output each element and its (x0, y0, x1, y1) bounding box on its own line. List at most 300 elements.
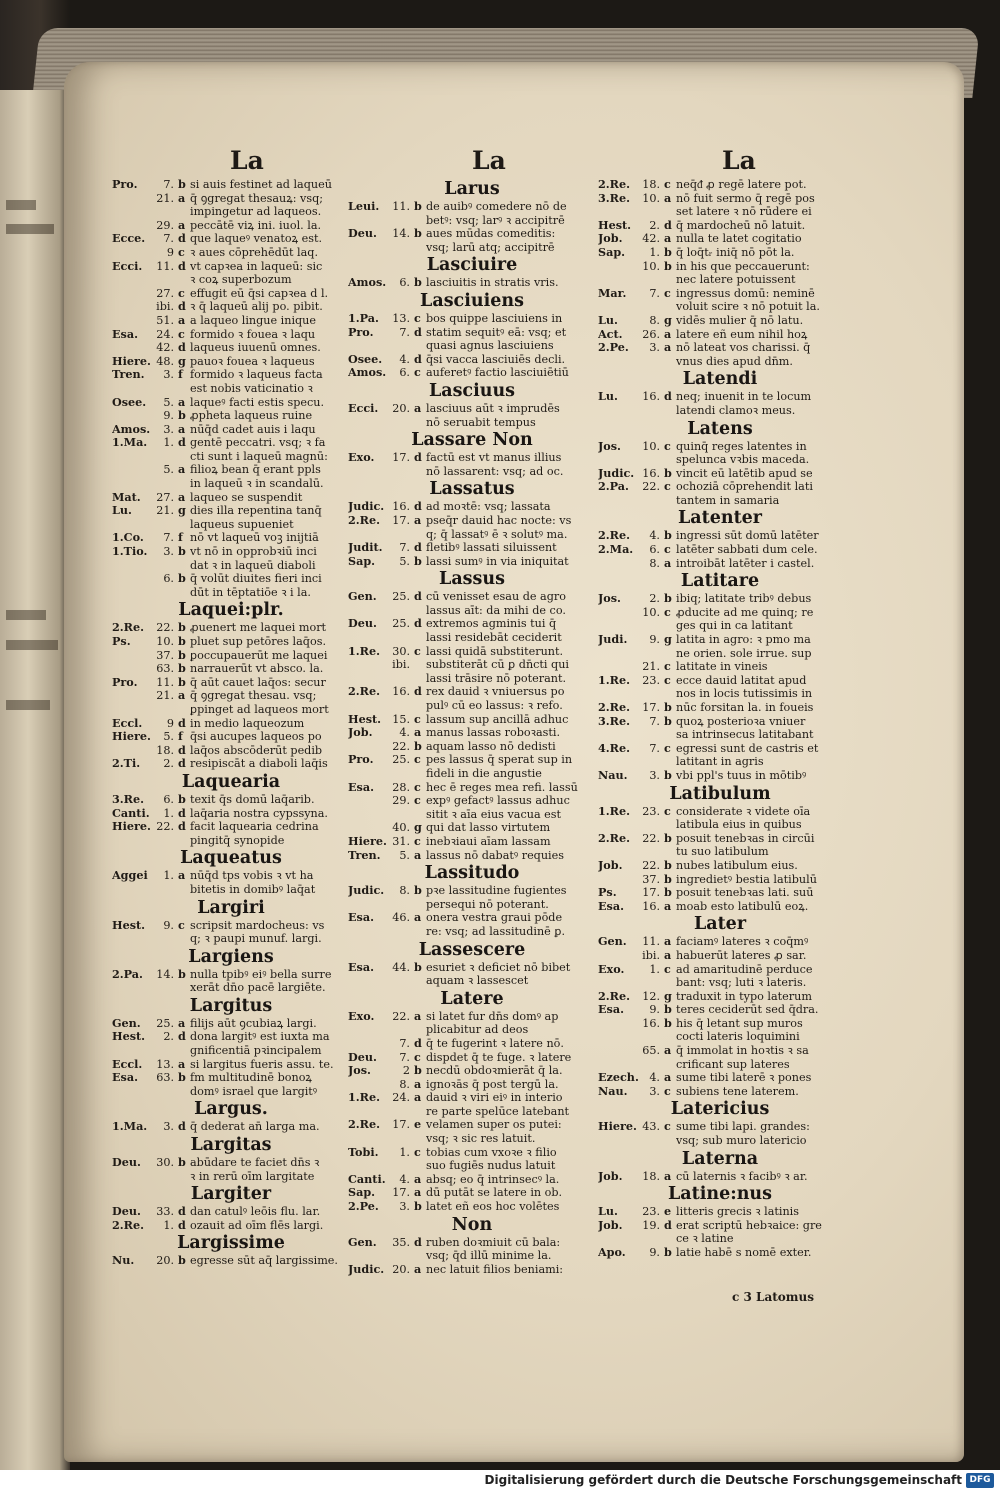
book-reference: Mar. (598, 286, 627, 300)
concordance-entry (348, 1037, 596, 1051)
verse-letter: d (178, 341, 186, 355)
book-reference (112, 981, 154, 995)
verse-letter: d (178, 743, 186, 757)
entry-text: latendi clamoꝛ meus. (676, 403, 796, 417)
chapter-number: 10. (642, 191, 660, 205)
verse-letter: a (664, 232, 672, 246)
chapter-number: 4. (399, 726, 410, 740)
verse-letter: b (664, 831, 672, 845)
verse-letter: b (178, 675, 186, 689)
chapter-number: 7. (649, 741, 660, 755)
entry-text: sume tibi laterē ꝛ pones (676, 1071, 812, 1085)
book-reference: Tren. (112, 368, 145, 382)
headword: Latine:nus (668, 1184, 772, 1205)
verse-letter: c (664, 543, 671, 557)
verse-letter (664, 494, 676, 508)
entry-text: quinq̄ reges latentes in (676, 439, 807, 453)
chapter-number: 9. (163, 918, 174, 932)
headword: Largiri (197, 897, 265, 918)
book-reference: Leui. (348, 200, 380, 213)
concordance-entry (348, 713, 596, 727)
entry-text: sa intrinsecus latitabant (676, 728, 814, 742)
chapter-number: 35. (392, 1235, 410, 1249)
concordance-entry (112, 834, 350, 848)
chapter-number: 9. (649, 1003, 660, 1017)
chapter-number: 14. (392, 227, 410, 241)
book-reference (112, 477, 154, 491)
verse-letter (414, 1159, 426, 1173)
chapter-number: 51. (156, 313, 174, 327)
verse-letter: c (178, 245, 185, 259)
headword: Laqueatus (180, 848, 282, 869)
book-reference: Judi. (598, 633, 628, 647)
entry-text: persequi nō poterant. (426, 897, 549, 911)
concordance-entry (112, 559, 350, 573)
concordance-entry (112, 246, 350, 260)
entry-text: effugit eū q̄si capꝛea d l. (190, 286, 329, 300)
book-reference (348, 898, 390, 912)
chapter-number: 25. (392, 590, 410, 604)
concordance-entry (112, 423, 350, 437)
chapter-number: 6. (163, 792, 174, 806)
verse-letter: c (664, 660, 671, 674)
entry-text: dies illa repentina tanq̄ (190, 504, 322, 518)
chapter-number: 18. (642, 178, 660, 191)
concordance-entry (598, 390, 842, 404)
verse-letter: d (178, 757, 186, 771)
chapter-number: 1. (649, 962, 660, 976)
concordance-entry (598, 453, 842, 467)
verse-letter: g (664, 313, 672, 327)
chapter-number: 48. (156, 354, 174, 368)
verse-letter: c (414, 1050, 421, 1064)
book-reference (598, 1017, 640, 1031)
verse-letter: a (414, 1172, 422, 1186)
concordance-entry (598, 728, 842, 742)
entry-text: latie habē s nomē exter. (676, 1246, 812, 1259)
concordance-entry (598, 1085, 842, 1099)
concordance-entry (112, 586, 350, 600)
concordance-entry (348, 541, 596, 555)
verse-letter: b (414, 200, 422, 213)
concordance-entry (348, 753, 596, 767)
entry-text: subiens tene laterem. (676, 1084, 799, 1098)
concordance-entry (348, 1249, 596, 1263)
book-reference (348, 465, 390, 479)
concordance-entry (598, 900, 842, 914)
book-reference (348, 604, 390, 618)
concordance-entry (348, 1132, 596, 1146)
chapter-number (640, 273, 664, 287)
concordance-entry (598, 300, 842, 314)
book-reference (348, 1132, 390, 1146)
book-reference: 2.Re. (348, 513, 380, 527)
verse-letter: a (414, 1091, 422, 1105)
entry-text: dona largitꝰ est iuxta ma (190, 1030, 330, 1044)
book-reference: Deu. (112, 1205, 141, 1219)
book-reference (348, 214, 390, 228)
book-reference: Judic. (348, 884, 385, 898)
concordance-entry (348, 1146, 596, 1160)
concordance-entry (348, 366, 596, 380)
verse-letter: c (664, 962, 671, 976)
entry-text: domꝰ israel que largitꝰ (190, 1084, 318, 1098)
concordance-entry (112, 300, 350, 314)
chapter-number: 23. (642, 673, 660, 687)
book-reference (112, 1044, 154, 1058)
chapter-number: 1. (163, 869, 174, 883)
book-reference: 2.Re. (112, 1218, 144, 1232)
concordance-entry (112, 504, 350, 518)
book-reference: Gen. (112, 1016, 141, 1030)
verse-letter: a (414, 513, 422, 527)
verse-letter (178, 382, 190, 396)
chapter-number: 29. (156, 218, 174, 232)
chapter-number (390, 214, 414, 228)
chapter-number: 3. (399, 1200, 410, 1214)
book-reference: 2.Ti. (112, 757, 141, 771)
verse-letter (414, 528, 426, 542)
book-reference (348, 1023, 390, 1037)
entry-text: posuit tenebꝛas in circūi (676, 831, 815, 845)
entry-text: latet eñ eos hoc volētes (426, 1200, 560, 1214)
entry-text: ꝑoccupauerūt me laquei (190, 648, 328, 662)
book-reference (598, 273, 640, 287)
concordance-entry (348, 658, 596, 672)
concordance-entry (112, 703, 350, 717)
headword: Largissime (177, 1233, 285, 1254)
verse-letter: b (178, 1254, 186, 1268)
entry-text: esuriet ꝛ deficiet nō bibet (426, 960, 571, 974)
headword: Latericius (670, 1099, 770, 1120)
book-reference: Tobi. (348, 1145, 379, 1159)
verse-letter: d (414, 617, 422, 631)
book-reference (598, 976, 640, 990)
book-reference (348, 658, 390, 672)
entry-text: nō lateat vos charissi. q̄ (676, 341, 811, 355)
chapter-number: 7. (399, 541, 410, 555)
concordance-entry (598, 494, 842, 508)
book-reference: Deu. (348, 617, 377, 631)
concordance-entry (348, 898, 596, 912)
chapter-number: 3. (163, 1120, 174, 1134)
entry-text: q; q̄ lassatꝰ ē ꝛ solutꝰ ma. (426, 527, 568, 541)
chapter-number: 7. (649, 286, 660, 300)
concordance-entry (348, 1051, 596, 1065)
concordance-column-1 (112, 178, 350, 1268)
concordance-entry (112, 649, 350, 663)
entry-text: nulla tpibꝰ eiꝰ bella surre (190, 967, 332, 981)
entry-text: nō lassarent: vsq; ad oc. (426, 464, 564, 478)
concordance-entry (112, 932, 350, 946)
headword: Latenter (677, 508, 763, 529)
book-reference: Nu. (112, 1254, 135, 1268)
entry-text: ad moꝛtē: vsq; lassata (426, 500, 551, 514)
book-reference: Jos. (598, 439, 621, 453)
concordance-entry (348, 821, 596, 835)
verse-letter: c (414, 780, 421, 794)
verse-letter: a (664, 191, 672, 205)
verse-letter: b (414, 739, 422, 753)
chapter-number (154, 932, 178, 946)
verse-letter (414, 241, 426, 255)
chapter-number: 63. (156, 662, 174, 676)
book-reference (112, 744, 154, 758)
chapter-number: 11. (156, 675, 174, 689)
headword: Lassare Non (411, 430, 533, 451)
entry-text: ges qui in ca latitant (676, 619, 793, 633)
book-reference: Pro. (348, 753, 374, 767)
verse-letter: b (414, 1200, 422, 1214)
chapter-number (640, 404, 664, 418)
chapter-number: 3. (649, 1084, 660, 1098)
chapter-number: 28. (392, 780, 410, 794)
chapter-number: 25. (392, 617, 410, 631)
concordance-entry (598, 769, 842, 783)
chapter-number: 4. (399, 352, 410, 366)
entry-text: pingitq̄ synopide (190, 833, 285, 847)
entry-text: laqueꝰ facti estis specu. (190, 395, 325, 409)
concordance-entry (598, 467, 842, 481)
book-reference (112, 1170, 154, 1184)
concordance-entry (112, 757, 350, 771)
concordance-entry (598, 1071, 842, 1085)
entry-text: introibāt latēter i castel. (676, 556, 815, 570)
verse-letter (414, 214, 426, 228)
concordance-entry (598, 205, 842, 219)
chapter-number: 10. (156, 635, 174, 648)
concordance-entry (348, 835, 596, 849)
verse-letter: a (178, 689, 186, 703)
entry-text: latita in agro: ꝛ pmo ma (676, 633, 811, 647)
book-reference: 3.Re. (112, 792, 144, 806)
book-reference (598, 647, 640, 661)
headword: Later (693, 914, 747, 935)
entry-text: dauid ꝛ viri eiꝰ in interio (426, 1091, 563, 1105)
entry-text: lassum sup ancillā adhuc (426, 712, 569, 726)
book-reference: Amos. (348, 276, 387, 290)
book-reference: Amos. (348, 366, 387, 380)
entry-text: pꝛe lassitudine fugientes (426, 884, 567, 898)
chapter-number: 7. (649, 714, 660, 728)
chapter-number (154, 273, 178, 287)
chapter-number: 14. (156, 967, 174, 981)
entry-text: pauoꝛ fouea ꝛ laqueus (190, 354, 315, 368)
chapter-number: 17. (642, 701, 660, 714)
book-reference (598, 453, 640, 467)
verse-letter: b (178, 178, 186, 191)
headword: Largitas (190, 1135, 272, 1156)
chapter-number (390, 808, 414, 822)
verse-letter (178, 932, 190, 946)
verse-letter: b (414, 554, 422, 568)
book-reference (348, 794, 390, 808)
headword: Latens (687, 418, 753, 439)
book-reference: 1.Pa. (348, 311, 379, 325)
entry-text: ꝓducite ad me quinq; re (676, 605, 814, 619)
chapter-number: 8. (649, 556, 660, 570)
entry-text: nubes latibulum eius. (676, 858, 798, 872)
book-reference: 1.Re. (598, 804, 630, 818)
chapter-number: 7. (163, 531, 174, 545)
book-reference: Lu. (598, 1205, 618, 1219)
concordance-entry (598, 1017, 842, 1031)
chapter-number: 7. (163, 232, 174, 246)
entry-text: suo fugiēs nudus latuit (426, 1159, 556, 1173)
concordance-entry (348, 1159, 596, 1173)
entry-text: ecce dauid latitat apud (676, 673, 807, 687)
verse-letter (414, 767, 426, 781)
entry-text: laqueus supueniet (190, 517, 294, 531)
chapter-number (640, 1232, 664, 1246)
concordance-entry (112, 396, 350, 410)
entry-text: vsq; sub muro latericio (676, 1134, 807, 1148)
verse-letter (664, 1134, 676, 1148)
chapter-number: 27. (156, 490, 174, 504)
book-reference: Job. (348, 726, 373, 740)
entry-text: pseq̄r dauid hac nocte: vs (426, 513, 572, 527)
book-reference: 4.Re. (598, 741, 630, 755)
concordance-entry (112, 545, 350, 559)
running-head-left: La (230, 146, 264, 175)
chapter-number (154, 703, 178, 717)
entry-text: latere eñ eum nihil hoꝝ (676, 327, 808, 341)
book-reference (112, 883, 154, 897)
concordance-entry (598, 873, 842, 887)
verse-letter (414, 925, 426, 939)
book-reference (598, 1134, 640, 1148)
chapter-number (390, 1023, 414, 1037)
verse-letter (664, 453, 676, 467)
concordance-entry (348, 590, 596, 604)
book-reference: Hest. (598, 218, 632, 232)
concordance-entry (112, 477, 350, 491)
chapter-number: 1. (163, 436, 174, 450)
verse-letter: a (414, 1262, 422, 1276)
verse-letter: a (178, 313, 186, 327)
concordance-entry (598, 480, 842, 494)
concordance-entry (348, 961, 596, 975)
verse-letter: g (178, 504, 186, 518)
concordance-entry (112, 219, 350, 233)
concordance-entry (348, 227, 596, 241)
entry-text: pes lassus q̄ sperat sup in (426, 753, 573, 767)
concordance-entry (348, 276, 596, 290)
entry-text: betꝰ: vsq; larꝰ ꝛ accipitrē (426, 213, 565, 227)
concordance-entry (348, 528, 596, 542)
entry-text: scripsit mardocheus: vs (190, 918, 325, 932)
book-reference: Judic. (598, 466, 635, 480)
concordance-entry (598, 818, 842, 832)
entry-text: vnus dies apud dn̄m. (676, 354, 793, 368)
entry-text: nō seruabit tempus (426, 415, 536, 429)
book-reference (112, 834, 154, 848)
verse-letter: b (664, 858, 672, 872)
book-reference: Pro. (348, 325, 374, 339)
book-reference: Esa. (348, 960, 374, 974)
chapter-number (640, 494, 664, 508)
book-reference: Mat. (112, 490, 141, 504)
footer-credit: Digitalisierung gefördert durch die Deutsche Forschungsgemeinschaft (484, 1473, 962, 1487)
chapter-number (154, 1170, 178, 1184)
concordance-entry (348, 214, 596, 228)
entry-text: latitant in agris (676, 755, 764, 769)
verse-letter: d (414, 325, 422, 339)
book-reference (348, 974, 390, 988)
concordance-entry (112, 232, 350, 246)
chapter-number: 20. (156, 1254, 174, 1268)
entry-text: ruben doꝛmiuit cū bala: (426, 1235, 561, 1249)
book-reference: Exo. (348, 451, 375, 465)
book-reference (598, 687, 640, 701)
concordance-entry (112, 491, 350, 505)
chapter-number: 16. (392, 500, 410, 514)
concordance-entry (348, 500, 596, 514)
chapter-number: 7. (163, 178, 174, 191)
concordance-entry (112, 1058, 350, 1072)
entry-text: laq̄os abscōderūt pedib (190, 743, 323, 757)
verse-letter: b (414, 276, 422, 290)
verse-letter: b (178, 662, 186, 676)
verse-letter (178, 205, 190, 219)
concordance-entry (348, 911, 596, 925)
verse-letter: a (178, 869, 186, 883)
verse-letter: a (414, 1186, 422, 1200)
chapter-number: 5. (163, 395, 174, 409)
verse-letter (178, 1170, 190, 1184)
book-reference (112, 192, 154, 206)
verse-letter: d (414, 500, 422, 514)
book-reference: Amos. (112, 422, 151, 436)
entry-text: vsq; q̄d illū minime la. (426, 1249, 552, 1263)
verse-letter: a (664, 948, 672, 962)
book-reference: Ecci. (112, 259, 143, 273)
verse-letter: c (414, 1145, 421, 1159)
chapter-number (640, 355, 664, 369)
verse-letter: c (664, 673, 671, 687)
concordance-entry (112, 1205, 350, 1219)
entry-text: cū laternis ꝛ facibꝰ ꝛ ar. (676, 1169, 808, 1183)
entry-text: nos in locis tutissimis in (676, 687, 813, 701)
entry-text: ꝓuenert me laquei mort (190, 621, 327, 635)
concordance-entry (348, 1078, 596, 1092)
book-reference: Deu. (112, 1156, 141, 1170)
book-reference (598, 494, 640, 508)
chapter-number: 31. (392, 834, 410, 848)
entry-text: erat scriptū hebꝛaice: gre (676, 1218, 822, 1232)
chapter-number (390, 672, 414, 686)
concordance-entry (598, 592, 842, 606)
book-reference: Aggei (112, 869, 148, 883)
verse-letter: b (178, 572, 186, 586)
concordance-entry (348, 1010, 596, 1024)
entry-text: tobias cum vxoꝛe ꝛ filio (426, 1145, 557, 1159)
verse-letter: c (414, 753, 421, 767)
verse-letter (664, 205, 676, 219)
chapter-number (640, 976, 664, 990)
verse-letter: c (414, 712, 421, 726)
entry-text: ne orien. sole irrue. sup (676, 646, 812, 660)
chapter-number (390, 416, 414, 430)
concordance-entry (348, 974, 596, 988)
chapter-number: 1. (649, 245, 660, 259)
book-reference (598, 728, 640, 742)
entry-text: xerāt dn̄o pacē largiēte. (190, 981, 326, 995)
verse-letter: d (414, 541, 422, 555)
dfg-logo: DFG (966, 1473, 994, 1488)
book-reference: Canti. (348, 1172, 386, 1186)
concordance-entry (112, 968, 350, 982)
